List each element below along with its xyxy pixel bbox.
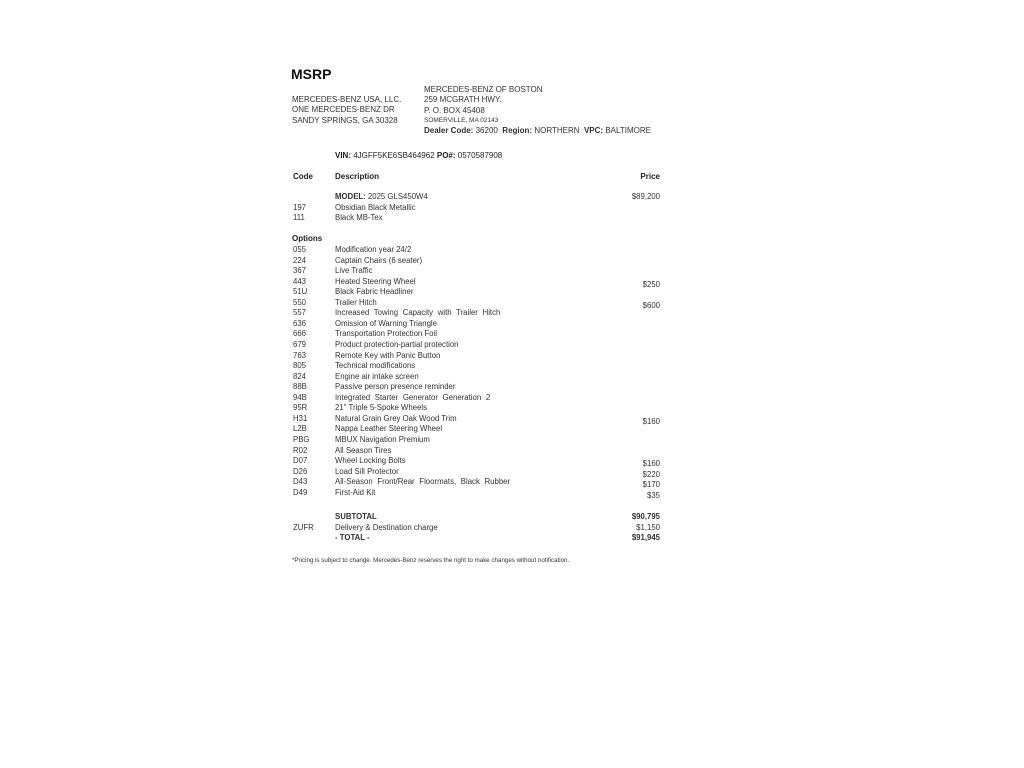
pricing-disclaimer: *Pricing is subject to change. Mercedes-Benz reserves the right to make changes without notification. — [292, 557, 570, 564]
dealer-name: MERCEDES-BENZ OF BOSTON — [424, 85, 543, 94]
option-description: Live Traffic — [335, 266, 373, 276]
dealer-code: 36200 — [475, 126, 498, 136]
option-price: $600 — [642, 300, 660, 310]
option-row — [0, 393, 1024, 404]
manufacturer-line: MERCEDES-BENZ USA, LLC. — [292, 95, 402, 104]
option-code: 805 — [293, 361, 307, 371]
dealer-info-line — [424, 126, 651, 136]
option-code: D43 — [293, 477, 308, 487]
option-description: First-Aid Kit — [335, 487, 376, 497]
option-description: Wheel Locking Bolts — [335, 456, 406, 465]
option-description: Product protection-partial protection — [335, 339, 459, 349]
option-row — [0, 277, 1024, 288]
subtotal-value: $90,795 — [631, 512, 660, 521]
option-code: PBG — [293, 434, 310, 444]
column-header-description: Description — [335, 172, 380, 181]
option-code: D07 — [293, 456, 308, 465]
option-description: 21" Triple 5-Spoke Wheels — [335, 403, 428, 413]
option-row — [0, 403, 1024, 414]
option-description: Increased Towing Capacity with Trailer Hitch — [335, 308, 501, 318]
option-description: Trailer Hitch — [335, 297, 377, 307]
option-row — [0, 382, 1024, 393]
dealer-address — [424, 85, 651, 136]
option-description: Nappa Leather Steering Wheel — [335, 424, 443, 434]
option-code: 636 — [293, 318, 307, 328]
column-header-price: Price — [640, 172, 660, 181]
model-description — [335, 192, 428, 201]
option-description: All-Season Front/Rear Floormats, Black Rubber — [335, 477, 511, 487]
total-value: $91,945 — [631, 533, 660, 542]
option-description: All Season Tires — [335, 445, 392, 455]
option-code: 763 — [293, 350, 307, 360]
option-code: 88B — [293, 382, 307, 392]
document-title: MSRP — [291, 66, 332, 82]
option-description: Remote Key with Panic Button — [335, 350, 441, 360]
subtotal-row — [0, 512, 1024, 523]
destination-label: Delivery & Destination charge — [335, 523, 438, 532]
vin-line — [335, 151, 502, 160]
model-value: 2025 GLS450W4 — [367, 192, 428, 201]
option-row — [0, 372, 1024, 383]
vpc-value: BALTIMORE — [605, 126, 651, 136]
option-row — [0, 351, 1024, 362]
total-label: - TOTAL - — [335, 533, 370, 542]
region-label: Region: — [502, 126, 533, 136]
option-row — [0, 266, 1024, 277]
dealer-code-label: Dealer Code: — [424, 126, 474, 136]
option-price: $250 — [642, 279, 660, 289]
destination-value: $1,150 — [636, 523, 660, 532]
option-code: 51U — [293, 287, 308, 297]
option-row — [0, 456, 1024, 467]
options-heading: Options — [292, 234, 323, 243]
option-row — [0, 477, 1024, 488]
option-row — [0, 245, 1024, 256]
option-code: 443 — [293, 276, 307, 286]
option-price: $35 — [646, 490, 660, 500]
option-row — [0, 361, 1024, 372]
option-code: H31 — [293, 413, 308, 423]
option-row — [0, 319, 1024, 330]
option-code: 95R — [293, 403, 308, 413]
option-description: MBUX Navigation Premium — [335, 434, 430, 444]
po-label: PO#: — [436, 151, 456, 160]
option-code: D26 — [293, 466, 308, 476]
option-description: Natural Grain Grey Oak Wood Trim — [335, 413, 457, 423]
option-description: Technical modifications — [335, 361, 416, 371]
dealer-street: 259 MCGRATH HWY. — [424, 95, 502, 105]
option-description: Black Fabric Headliner — [335, 287, 414, 297]
manufacturer-address — [292, 95, 401, 126]
subtotal-label: SUBTOTAL — [335, 512, 377, 521]
item-code: 111 — [293, 213, 305, 222]
option-code: 055 — [293, 245, 307, 254]
option-price: $220 — [642, 469, 660, 479]
option-code: 94B — [293, 392, 307, 402]
item-description: Black MB-Tex — [335, 213, 383, 222]
option-row — [0, 329, 1024, 340]
option-description: Engine air intake screen — [335, 371, 419, 381]
option-row — [0, 435, 1024, 446]
item-code: 197 — [293, 203, 307, 212]
line-item-row — [0, 213, 1024, 224]
option-row — [0, 467, 1024, 478]
destination-code: ZUFR — [293, 523, 314, 532]
option-code: 679 — [293, 339, 307, 349]
option-row — [0, 298, 1024, 309]
option-code: R02 — [293, 445, 308, 455]
vpc-label: VPC: — [583, 126, 604, 136]
option-price: $160 — [642, 459, 660, 468]
option-code: 666 — [293, 329, 307, 339]
model-row — [0, 192, 1024, 203]
option-description: Passive person presence reminder — [335, 382, 456, 392]
option-description: Modification year 24/2 — [335, 245, 412, 254]
dealer-city: SOMERVILLE, MA 02143 — [424, 116, 499, 124]
option-row — [0, 256, 1024, 267]
item-description: Obsidian Black Metallic — [335, 203, 416, 212]
option-code: 224 — [293, 255, 307, 265]
option-row — [0, 340, 1024, 351]
vin-value: 4JGFF5KE6SB464962 — [353, 151, 435, 160]
option-row — [0, 446, 1024, 457]
manufacturer-line: ONE MERCEDES-BENZ DR — [292, 105, 395, 115]
option-code: 367 — [293, 266, 307, 276]
option-row — [0, 414, 1024, 425]
option-description: Captain Chairs (6 seater) — [335, 255, 423, 265]
option-code: 824 — [293, 371, 307, 381]
option-description: Heated Steering Wheel — [335, 276, 416, 286]
option-code: 550 — [293, 297, 307, 307]
option-description: Transportation Protection Foil — [335, 329, 437, 339]
po-value: 0570587908 — [457, 151, 503, 160]
option-description: Load Sill Protector — [335, 466, 399, 476]
option-price: $170 — [642, 480, 660, 490]
option-code: D49 — [293, 487, 308, 497]
option-price: $160 — [642, 416, 660, 426]
dealer-pobox: P. O. BOX 45408 — [424, 105, 485, 115]
option-description: Omission of Warning Triangle — [335, 318, 437, 328]
option-row — [0, 287, 1024, 298]
option-code: L2B — [293, 424, 307, 434]
total-row — [0, 533, 1024, 544]
manufacturer-line: SANDY SPRINGS, GA 30328 — [292, 115, 398, 125]
option-row — [0, 308, 1024, 319]
option-row — [0, 488, 1024, 499]
option-description: Integrated Starter Generator Generation 2 — [335, 392, 491, 402]
model-label: MODEL: — [335, 192, 366, 201]
model-price: $89,200 — [631, 192, 660, 201]
region-value: NORTHERN — [534, 126, 580, 136]
option-row — [0, 424, 1024, 435]
vin-label: VIN: — [335, 151, 351, 160]
option-code: 557 — [293, 308, 307, 318]
column-header-code: Code — [293, 172, 313, 181]
